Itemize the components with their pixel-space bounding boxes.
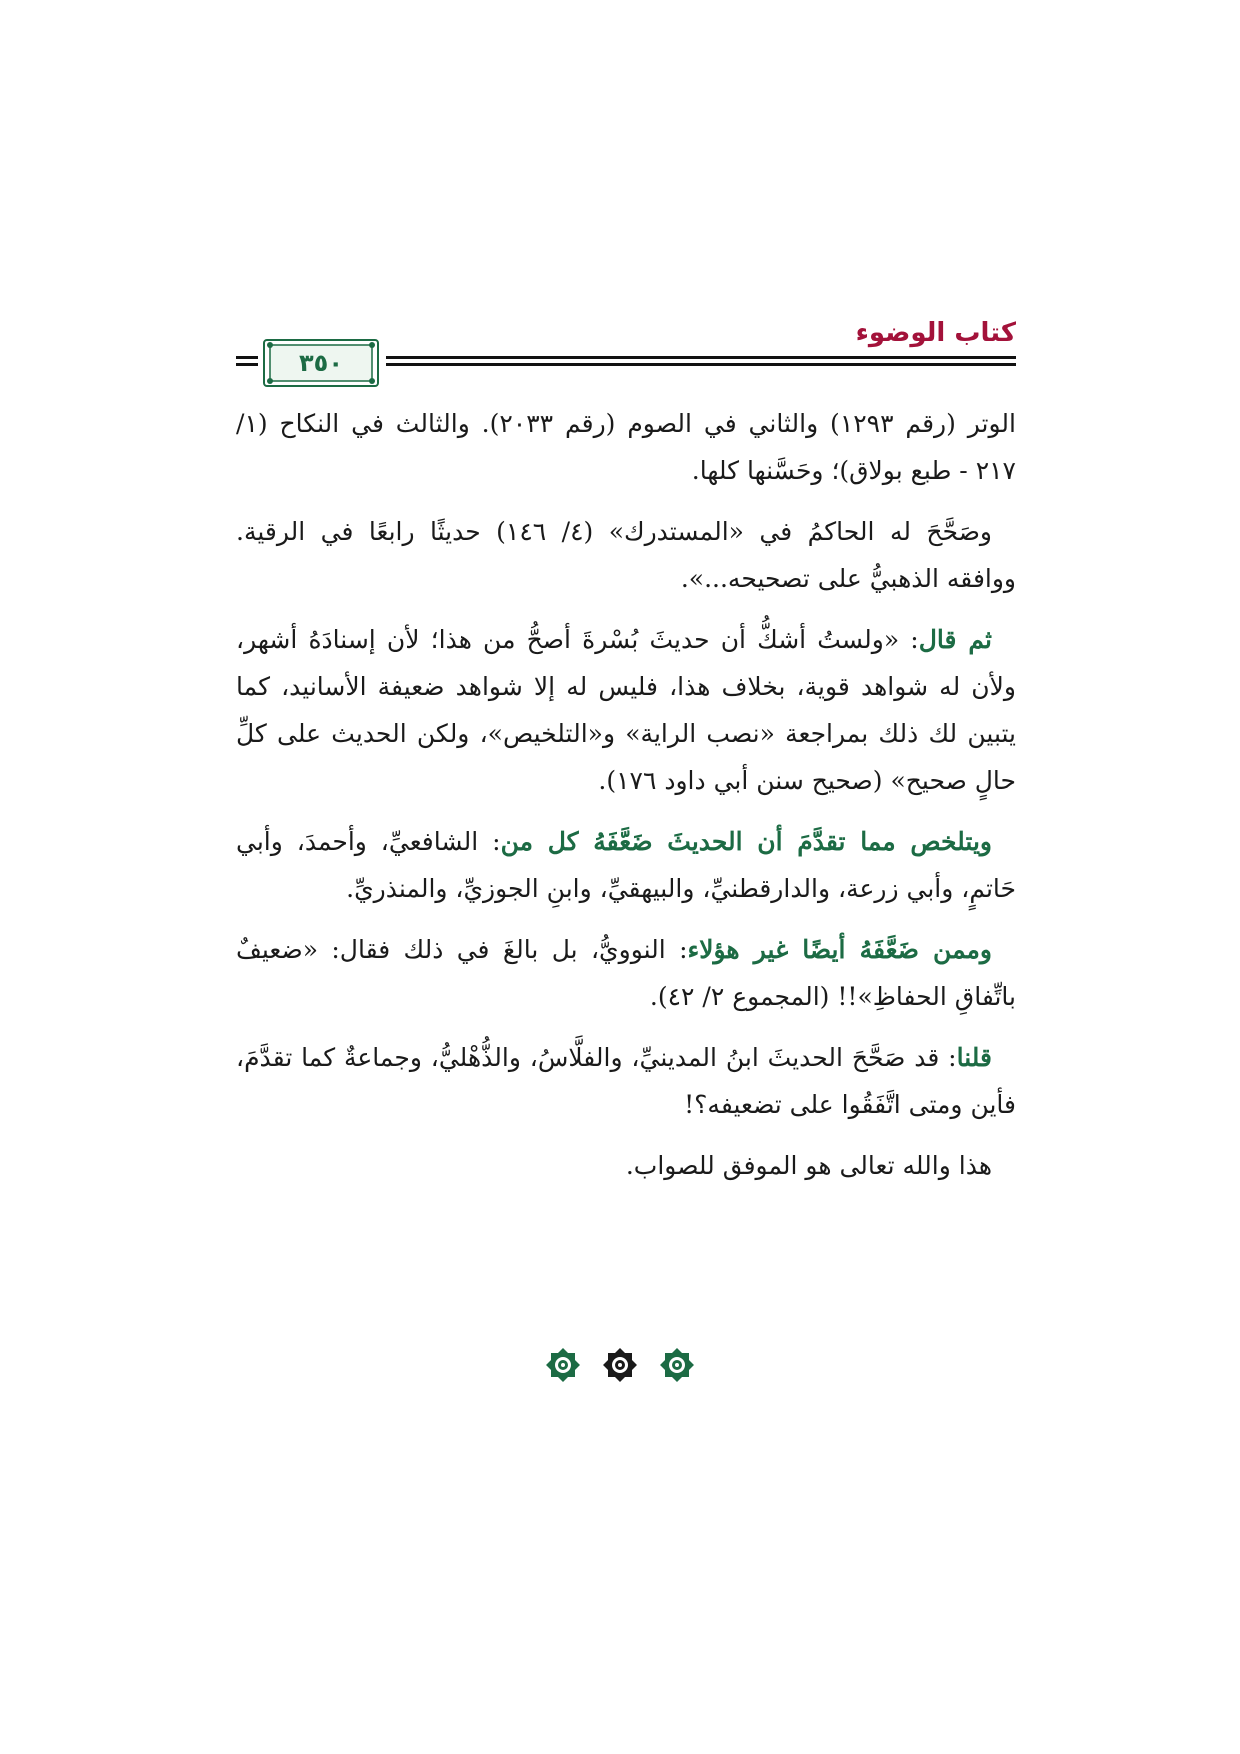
- paragraph: [236, 926, 1016, 1020]
- paragraph: [236, 508, 1016, 602]
- paragraph: [236, 400, 1016, 494]
- star-ornament-icon: [600, 1345, 640, 1385]
- paragraph-text: : «ولستُ أشكُّ أن حديثَ بُسْرةَ أصحُّ من هذا؛ لأن إسنادَهُ أشهر، ولأن له شواهد قوية، بخلاف هذا، فليس له إلا شواهد ضعيفة الأسانيد، كما يتبين لك ذلك بمراجعة «نصب الراية» و«التلخيص»، ولكن الحديث على كلِّ حالٍ صحيح» (صحيح سنن أبي داود ١٧٦).: [236, 625, 1016, 795]
- paragraph-lead: ثم قال: [918, 625, 992, 654]
- section-end-ornament: [0, 1345, 1240, 1395]
- star-ornament-icon: [657, 1345, 697, 1385]
- page-header: [236, 318, 1016, 388]
- header-rule: [386, 363, 1016, 366]
- header-rule: [386, 356, 1016, 359]
- paragraph-text: : النوويُّ، بل بالغَ في ذلك فقال: «ضعيفٌ باتِّفاقِ الحفاظِ»!! (المجموع ٢/ ٤٢).: [236, 935, 1016, 1011]
- paragraph-text: : قد صَحَّحَ الحديثَ ابنُ المدينيِّ، والفلَّاسُ، والذُّهْليُّ، وجماعةٌ كما تقدَّمَ، فأين ومتى اتَّفَقُوا على تضعيفه؟!: [236, 1043, 1016, 1119]
- paragraph-text: : الشافعيِّ، وأحمدَ، وأبي حَاتمٍ، وأبي زرعة، والدارقطنيِّ، والبيهقيِّ، وابنِ الجوزيِّ، والمنذريِّ.: [236, 827, 1016, 903]
- paragraph: [236, 1034, 1016, 1128]
- book-title: كتاب الوضوء: [855, 318, 1016, 348]
- paragraph-text: وصَحَّحَ له الحاكمُ في «المستدرك» (٤/ ١٤٦) حديثًا رابعًا في الرقية. ووافقه الذهبيُّ على تصحيحه...».: [236, 517, 1016, 593]
- page-number: ٣٥٠: [299, 349, 343, 377]
- header-rule-left: [236, 356, 258, 359]
- body-text: [236, 400, 1016, 1203]
- paragraph: [236, 616, 1016, 804]
- paragraph: [236, 818, 1016, 912]
- paragraph: [236, 1142, 1016, 1189]
- page-number-badge: [262, 338, 380, 388]
- star-ornament-icon: [543, 1345, 583, 1385]
- paragraph-text: هذا والله تعالى هو الموفق للصواب.: [625, 1151, 992, 1180]
- paragraph-lead: وممن ضَعَّفَهُ أيضًا غير هؤلاء: [687, 935, 992, 964]
- header-rule-left: [236, 363, 258, 366]
- paragraph-lead: قلنا: [956, 1043, 992, 1072]
- paragraph-lead: ويتلخص مما تقدَّمَ أن الحديثَ ضَعَّفَهُ كل من: [500, 827, 992, 856]
- paragraph-text: الوتر (رقم ١٢٩٣) والثاني في الصوم (رقم ٢٠٣٣). والثالث في النكاح (١/ ٢١٧ - طبع بولاق)؛ وحَسَّنها كلها.: [236, 409, 1016, 485]
